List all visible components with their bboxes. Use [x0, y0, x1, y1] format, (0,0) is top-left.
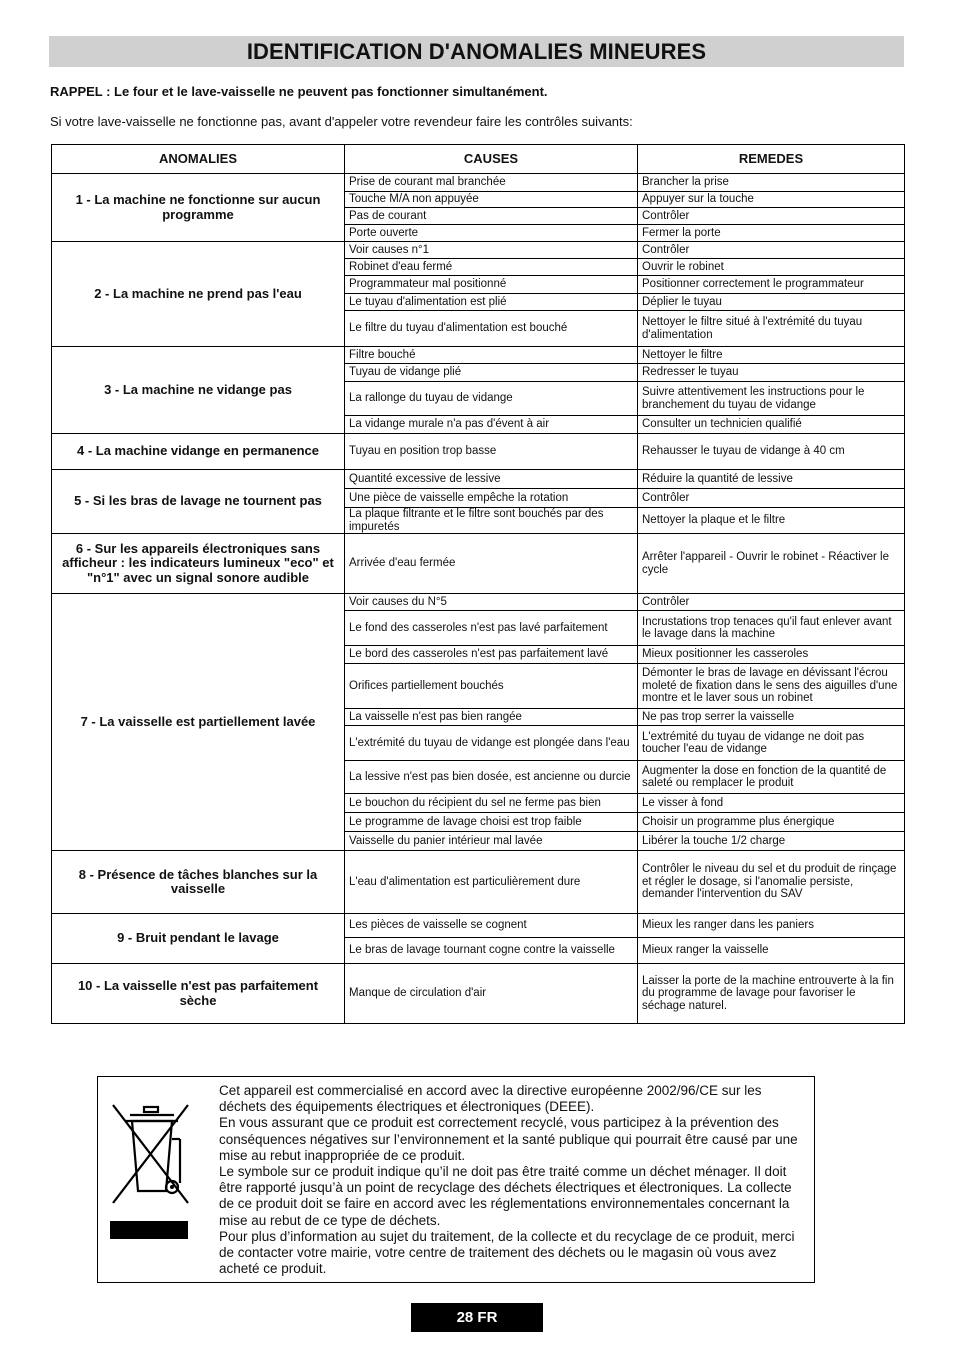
cause-cell: Le bouchon du récipient du sel ne ferme pas bien — [345, 794, 638, 813]
remedy-cell: Brancher la prise — [638, 174, 905, 192]
cause-cell: Tuyau de vidange plié — [345, 364, 638, 382]
cause-cell: Les pièces de vaisselle se cognent — [345, 914, 638, 938]
cause-cell: L'eau d'alimentation est particulièrement dure — [345, 851, 638, 914]
weee-paragraph: Pour plus d’information au sujet du traitement, de la collecte et du recyclage de ce produit, merci de contacter votre mairie, votre centre de traitement des déchets ou le magasin où vous avez acheté ce produit. — [219, 1228, 795, 1277]
cause-cell: Vaisselle du panier intérieur mal lavée — [345, 832, 638, 851]
remedy-cell: Le visser à fond — [638, 794, 905, 813]
remedy-cell: Mieux les ranger dans les paniers — [638, 914, 905, 938]
remedy-cell: Redresser le tuyau — [638, 364, 905, 382]
remedy-cell: Appuyer sur la touche — [638, 192, 905, 208]
remedy-cell: Fermer la porte — [638, 225, 905, 242]
remedy-cell: Libérer la touche 1/2 charge — [638, 832, 905, 851]
cause-cell: Le bord des casseroles n'est pas parfaitement lavé — [345, 646, 638, 664]
weee-paragraph: En vous assurant que ce produit est correctement recyclé, vous participez à la prévention des conséquences négatives sur l’environnement et la santé publique qui pourrait être causé par une mise au rebut inappropriée de ce produit. — [219, 1115, 798, 1163]
remedy-cell: Ouvrir le robinet — [638, 259, 905, 276]
cause-cell: Manque de circulation d'air — [345, 964, 638, 1024]
cause-cell: La rallonge du tuyau de vidange — [345, 382, 638, 416]
remedy-cell: Incrustations trop tenaces qu'il faut enlever avant le lavage dans la machine — [638, 611, 905, 646]
remedy-cell: Contrôler — [638, 242, 905, 259]
table-header-row — [52, 145, 905, 174]
cause-cell: Le tuyau d'alimentation est plié — [345, 294, 638, 311]
cause-cell: Filtre bouché — [345, 347, 638, 364]
anomaly-cell: 10 - La vaisselle n'est pas parfaitement sèche — [52, 964, 345, 1024]
title-bar — [49, 36, 904, 67]
cause-cell: La vidange murale n'a pas d'évent à air — [345, 416, 638, 434]
anomaly-cell: 2 - La machine ne prend pas l'eau — [52, 242, 345, 347]
table-row — [52, 594, 905, 611]
anomaly-cell: 7 - La vaisselle est partiellement lavée — [52, 594, 345, 851]
remedy-cell: Mieux ranger la vaisselle — [638, 938, 905, 964]
troubleshooting-table — [51, 144, 905, 1024]
table-row — [52, 470, 905, 489]
cause-cell: Programmateur mal positionné — [345, 276, 638, 294]
intro-text: Si votre lave-vaisselle ne fonctionne pas, avant d'appeler votre revendeur faire les contrôles suivants: — [50, 114, 633, 129]
remedy-cell: L'extrémité du tuyau de vidange ne doit pas toucher l'eau de vidange — [638, 726, 905, 761]
remedy-cell: Contrôler — [638, 208, 905, 225]
anomaly-cell: 1 - La machine ne fonctionne sur aucun programme — [52, 174, 345, 242]
cause-cell: Quantité excessive de lessive — [345, 470, 638, 489]
remedy-cell: Ne pas trop serrer la vaisselle — [638, 709, 905, 726]
anomaly-cell: 5 - Si les bras de lavage ne tournent pas — [52, 470, 345, 534]
cause-cell: Prise de courant mal branchée — [345, 174, 638, 192]
anomaly-cell: 6 - Sur les appareils électroniques sans afficheur : les indicateurs lumineux "eco" et "n°1" avec un signal sonore audible — [52, 534, 345, 594]
remedy-cell: Laisser la porte de la machine entrouverte à la fin du programme de lavage pour favoriser le séchage naturel. — [638, 964, 905, 1024]
cause-cell: Orifices partiellement bouchés — [345, 664, 638, 709]
table-row — [52, 914, 905, 938]
cause-cell: La vaisselle n'est pas bien rangée — [345, 709, 638, 726]
cause-cell: Le bras de lavage tournant cogne contre la vaisselle — [345, 938, 638, 964]
cause-cell: La plaque filtrante et le filtre sont bouchés par des impuretés — [345, 508, 638, 534]
cause-cell: Le programme de lavage choisi est trop faible — [345, 813, 638, 832]
table-row — [52, 174, 905, 192]
table-row — [52, 347, 905, 364]
cause-cell: Tuyau en position trop basse — [345, 434, 638, 470]
anomaly-cell: 3 - La machine ne vidange pas — [52, 347, 345, 434]
weee-notice — [97, 1076, 815, 1283]
page-title: IDENTIFICATION D'ANOMALIES MINEURES — [246, 39, 707, 64]
table-row — [52, 434, 905, 470]
remedy-cell: Réduire la quantité de lessive — [638, 470, 905, 489]
weee-paragraph: Cet appareil est commercialisé en accord avec la directive européenne 2002/96/CE sur les déchets des équipements électriques et électroniques (DEEE). — [219, 1083, 762, 1115]
remedy-cell: Choisir un programme plus énergique — [638, 813, 905, 832]
remedy-cell: Rehausser le tuyau de vidange à 40 cm — [638, 434, 905, 470]
table-body — [52, 174, 905, 1024]
anomaly-cell: 4 - La machine vidange en permanence — [52, 434, 345, 470]
cause-cell: L'extrémité du tuyau de vidange est plongée dans l'eau — [345, 726, 638, 761]
cause-cell: Robinet d'eau fermé — [345, 259, 638, 276]
table-row — [52, 964, 905, 1024]
remedy-cell: Contrôler — [638, 594, 905, 611]
remedy-cell: Consulter un technicien qualifié — [638, 416, 905, 434]
header-remedes: REMEDES — [638, 145, 905, 174]
remedy-cell: Arrêter l'appareil - Ouvrir le robinet - Réactiver le cycle — [638, 534, 905, 594]
remedy-cell: Démonter le bras de lavage en dévissant l'écrou moleté de fixation dans le sens des aiguilles d'une montre et le laver sous un robinet — [638, 664, 905, 709]
header-causes: CAUSES — [345, 145, 638, 174]
remedy-cell: Mieux positionner les casseroles — [638, 646, 905, 664]
remedy-cell: Contrôler le niveau du sel et du produit de rinçage et régler le dosage, si l'anomalie persiste, demander l'intervention du SAV — [638, 851, 905, 914]
cause-cell: Le fond des casseroles n'est pas lavé parfaitement — [345, 611, 638, 646]
remedy-cell: Nettoyer le filtre — [638, 347, 905, 364]
remedy-cell: Positionner correctement le programmateur — [638, 276, 905, 294]
page-number: 28 FR — [411, 1303, 543, 1332]
table-row — [52, 242, 905, 259]
remedy-cell: Contrôler — [638, 489, 905, 508]
header-anomalies: ANOMALIES — [52, 145, 345, 174]
cause-cell: La lessive n'est pas bien dosée, est ancienne ou durcie — [345, 761, 638, 794]
remedy-cell: Nettoyer la plaque et le filtre — [638, 508, 905, 534]
cause-cell: Le filtre du tuyau d'alimentation est bouché — [345, 311, 638, 347]
remedy-cell: Déplier le tuyau — [638, 294, 905, 311]
anomaly-cell: 8 - Présence de tâches blanches sur la vaisselle — [52, 851, 345, 914]
crossed-out-wheelie-bin-icon — [110, 1103, 192, 1243]
remedy-cell: Nettoyer le filtre situé à l'extrémité du tuyau d'alimentation — [638, 311, 905, 347]
cause-cell: Touche M/A non appuyée — [345, 192, 638, 208]
cause-cell: Une pièce de vaisselle empêche la rotation — [345, 489, 638, 508]
cause-cell: Arrivée d'eau fermée — [345, 534, 638, 594]
remedy-cell: Suivre attentivement les instructions pour le branchement du tuyau de vidange — [638, 382, 905, 416]
weee-text — [219, 1083, 809, 1277]
weee-paragraph: Le symbole sur ce produit indique qu’il ne doit pas être traité comme un déchet ménager. Il doit être rapporté jusqu’à un point de recyclage des déchets électriques et électroniques. La collecte de ce produit doit se faire en accord avec les réglementations environnementales concernant la mise au rebut de ce type de déchets. — [219, 1164, 792, 1228]
cause-cell: Porte ouverte — [345, 225, 638, 242]
cause-cell: Pas de courant — [345, 208, 638, 225]
cause-cell: Voir causes du N°5 — [345, 594, 638, 611]
rappel-note: RAPPEL : Le four et le lave-vaisselle ne peuvent pas fonctionner simultanément. — [50, 84, 548, 99]
table-row — [52, 534, 905, 594]
anomaly-cell: 9 - Bruit pendant le lavage — [52, 914, 345, 964]
cause-cell: Voir causes n°1 — [345, 242, 638, 259]
remedy-cell: Augmenter la dose en fonction de la quantité de saleté ou remplacer le produit — [638, 761, 905, 794]
table-row — [52, 851, 905, 914]
